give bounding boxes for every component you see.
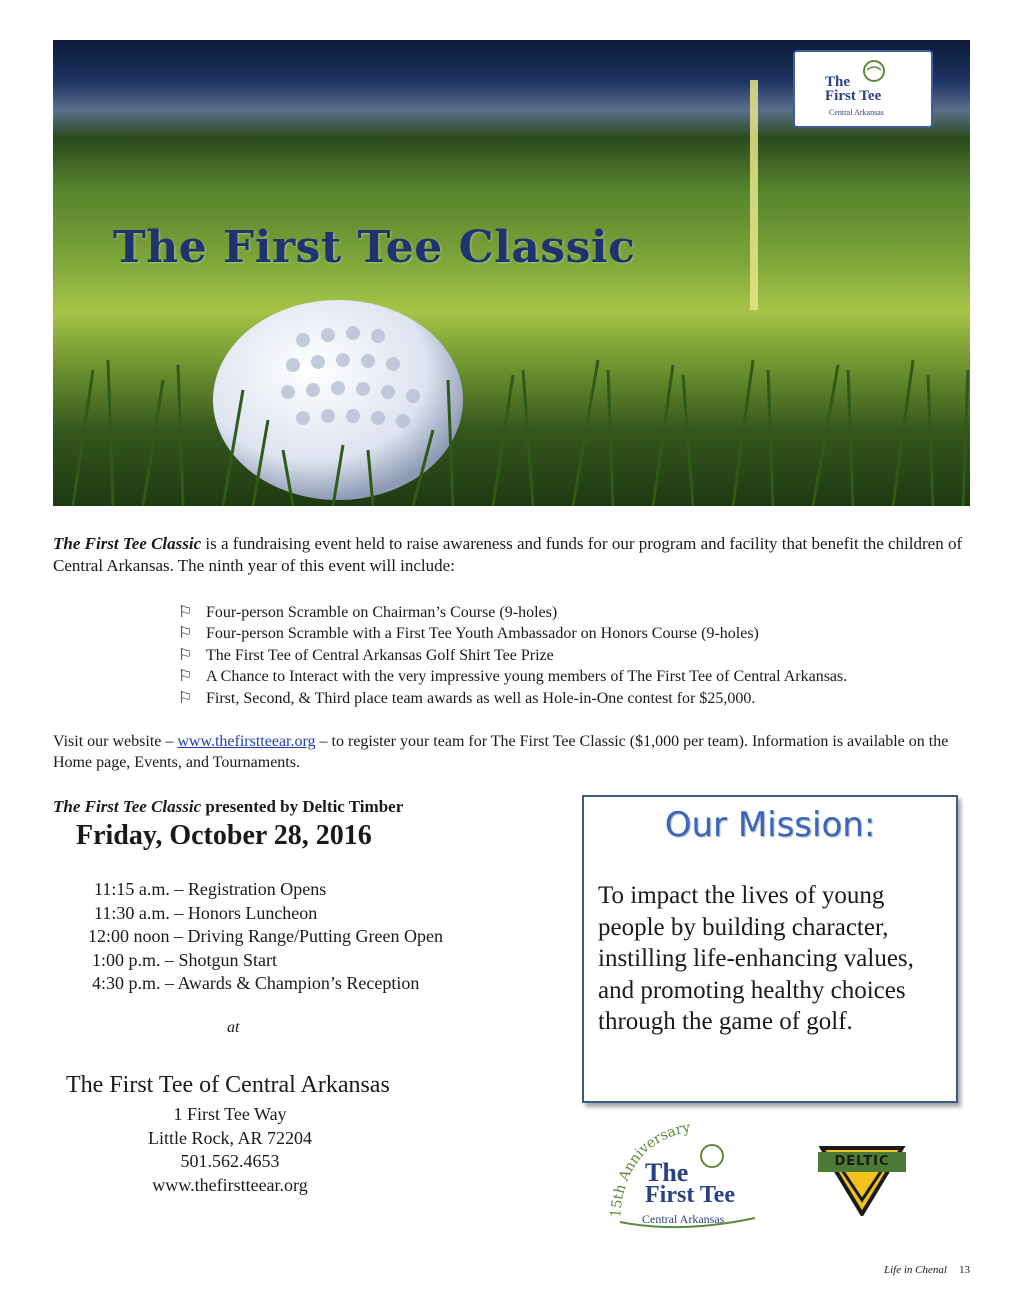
list-item-text: Four-person Scramble on Chairman’s Course (9-holes) bbox=[206, 604, 558, 621]
mission-text: To impact the lives of young people by building character, instilling life-enhancing values, and promoting healthy choices through the game of golf. bbox=[598, 882, 914, 1035]
list-item-text: The First Tee of Central Arkansas Golf Shirt Tee Prize bbox=[206, 646, 554, 664]
schedule-item: 1:00 p.m. – Shotgun Start bbox=[92, 949, 278, 970]
website-paragraph bbox=[53, 731, 978, 773]
event-date: Friday, October 28, 2016 bbox=[76, 820, 372, 851]
logo-first-tee: First Tee bbox=[825, 88, 882, 104]
anniversary-logo bbox=[600, 1118, 770, 1230]
list-item-text: Four-person Scramble with a First Tee Youth Ambassador on Honors Course (9-holes) bbox=[206, 625, 759, 643]
hero-banner bbox=[53, 40, 970, 506]
list-item-text: A Chance to Interact with the very impressive young members of The First Tee of Central Arkansas. bbox=[206, 668, 848, 686]
deltic-triangle-icon bbox=[818, 1140, 906, 1216]
venue-address bbox=[90, 1103, 370, 1197]
anniversary-arc-path: 15th Anniversary bbox=[608, 1119, 692, 1219]
mission-title: Our Mission: bbox=[664, 805, 876, 845]
schedule-item: 4:30 p.m. – Awards & Champion’s Reception bbox=[92, 973, 420, 993]
list-item-text: First, Second, & Third place team awards as well as Hole-in-One contest for $25,000. bbox=[206, 689, 756, 707]
globe-icon bbox=[861, 58, 887, 84]
presented-by: presented by Deltic Timber bbox=[201, 797, 404, 816]
website-link[interactable]: www.thefirstteear.org bbox=[177, 733, 316, 750]
logo-the: The bbox=[825, 74, 851, 90]
anniversary-region: Central Arkansas bbox=[642, 1212, 725, 1226]
page-footer bbox=[884, 1264, 970, 1276]
anniversary-first-tee: First Tee bbox=[645, 1182, 735, 1208]
grass-blades bbox=[73, 360, 968, 506]
address-line: 501.562.4653 bbox=[180, 1151, 280, 1171]
at-label: at bbox=[227, 1019, 240, 1036]
flag-icon: ⚐ bbox=[178, 604, 193, 621]
flag-icon: ⚐ bbox=[178, 689, 193, 707]
first-tee-logo bbox=[793, 50, 933, 128]
address-line: Little Rock, AR 72204 bbox=[148, 1127, 312, 1148]
address-line: www.thefirstteear.org bbox=[152, 1174, 308, 1195]
feature-list bbox=[178, 602, 978, 709]
schedule-item: 12:00 noon – Driving Range/Putting Green Open bbox=[88, 926, 443, 946]
schedule-item: 11:15 a.m. – Registration Opens bbox=[94, 879, 327, 899]
list-item bbox=[178, 645, 978, 666]
hero-title: The First Tee Classic bbox=[113, 222, 636, 273]
page-number: 13 bbox=[958, 1264, 970, 1276]
schedule-item: 11:30 a.m. – Honors Luncheon bbox=[94, 902, 318, 923]
list-item bbox=[178, 666, 978, 687]
presented-by-line bbox=[53, 797, 403, 817]
deltic-logo bbox=[818, 1140, 906, 1216]
deltic-label: DELTIC bbox=[834, 1154, 890, 1169]
visit-suffix: – to register your team for The First Tee Classic ($1,000 per team). Information is available on the Home page, Events, and Tournaments. bbox=[53, 733, 949, 771]
flag-icon: ⚐ bbox=[178, 625, 193, 643]
flag-icon: ⚐ bbox=[178, 668, 193, 686]
logo-region: Central Arkansas bbox=[829, 108, 884, 117]
intro-event-name: The First Tee Classic bbox=[53, 534, 202, 553]
schedule-list bbox=[88, 878, 443, 996]
publication-name: Life in Chenal bbox=[884, 1264, 947, 1276]
intro-paragraph bbox=[53, 533, 968, 577]
list-item bbox=[178, 688, 978, 709]
venue-name: The First Tee of Central Arkansas bbox=[66, 1072, 390, 1098]
flag-pole bbox=[750, 80, 758, 310]
presented-event-name: The First Tee Classic bbox=[53, 797, 202, 816]
intro-text: is a fundraising event held to raise awareness and funds for our program and facility that benefit the children of Central Arkansas. The ninth year of this event will include: bbox=[53, 534, 963, 575]
visit-prefix: Visit our website – bbox=[53, 733, 178, 750]
address-line: 1 First Tee Way bbox=[173, 1104, 287, 1124]
mission-box bbox=[582, 795, 958, 1103]
list-item bbox=[178, 623, 978, 644]
anniversary-the: The bbox=[645, 1158, 689, 1187]
flag-icon: ⚐ bbox=[178, 646, 193, 664]
list-item bbox=[178, 602, 978, 623]
